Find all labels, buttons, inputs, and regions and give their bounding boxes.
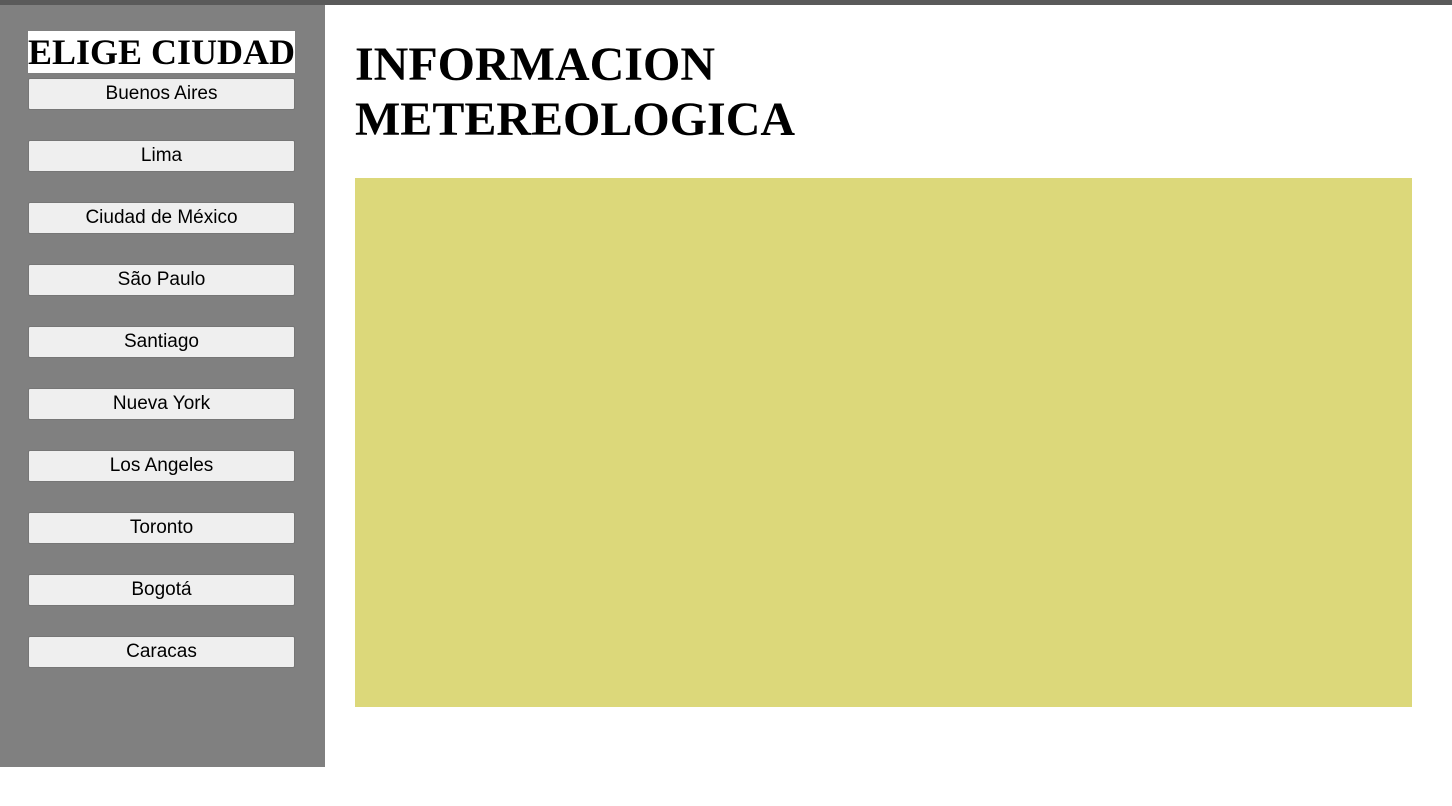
page-title-line-2: METEREOLOGICA bbox=[355, 93, 796, 146]
city-button-toronto[interactable]: Toronto bbox=[28, 512, 295, 544]
city-button-bogota[interactable]: Bogotá bbox=[28, 574, 295, 606]
city-button-los-angeles[interactable]: Los Angeles bbox=[28, 450, 295, 482]
city-button-sao-paulo[interactable]: São Paulo bbox=[28, 264, 295, 296]
city-button-caracas[interactable]: Caracas bbox=[28, 636, 295, 668]
city-button-santiago[interactable]: Santiago bbox=[28, 326, 295, 358]
sidebar-title: ELIGE CIUDAD bbox=[28, 32, 295, 72]
city-button-nueva-york[interactable]: Nueva York bbox=[28, 388, 295, 420]
city-button-buenos-aires[interactable]: Buenos Aires bbox=[28, 78, 295, 110]
city-button-lima[interactable]: Lima bbox=[28, 140, 295, 172]
weather-info-panel bbox=[355, 178, 1412, 707]
page-title bbox=[355, 37, 795, 147]
city-button-ciudad-de-mexico[interactable]: Ciudad de México bbox=[28, 202, 295, 234]
page-title-line-1: INFORMACION bbox=[355, 38, 715, 91]
